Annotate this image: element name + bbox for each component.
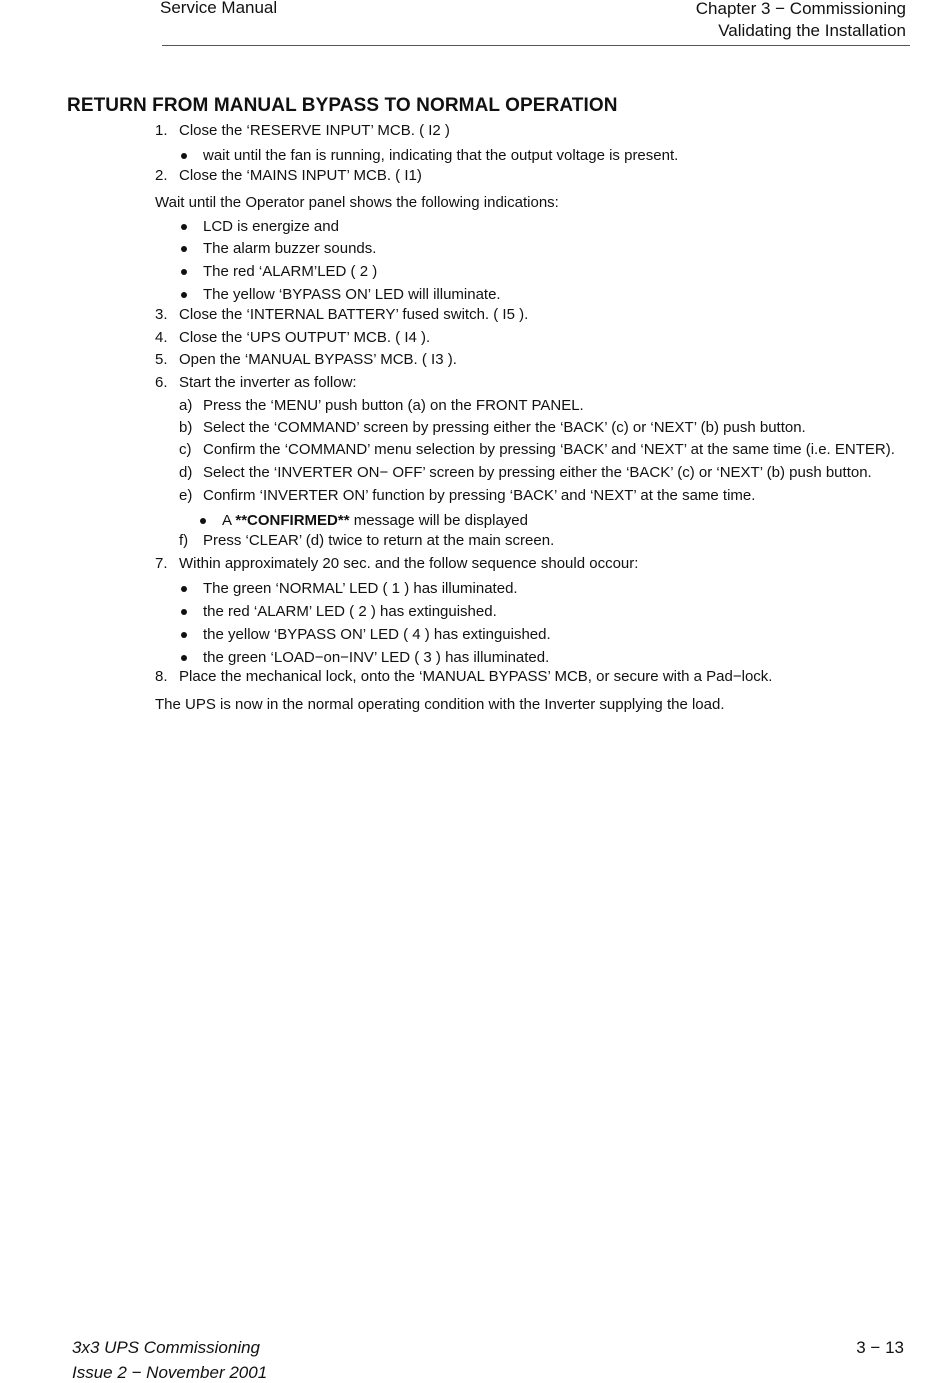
bullet-text: the yellow ‘BYPASS ON’ LED ( 4 ) has extinguished. — [203, 626, 551, 643]
substep-text: Press ‘CLEAR’ (d) twice to return at the main screen. — [203, 532, 555, 549]
step-text: Start the inverter as follow: — [179, 374, 357, 391]
substep-letter: c) — [179, 441, 192, 458]
substep-text: Press the ‘MENU’ push button (a) on the FRONT PANEL. — [203, 397, 584, 414]
bullet-icon — [181, 269, 187, 275]
header-section-title: Validating the Installation — [718, 21, 906, 40]
header-chapter — [696, 0, 906, 42]
bullet-icon — [181, 655, 187, 661]
confirmed-keyword: **CONFIRMED** — [235, 512, 350, 529]
bullet-icon — [181, 246, 187, 252]
bullet-text: The red ‘ALARM’LED ( 2 ) — [203, 263, 378, 280]
step-text: Place the mechanical lock, onto the ‘MANUAL BYPASS’ MCB, or secure with a Pad−lock. — [179, 668, 773, 685]
step-number: 6. — [155, 374, 168, 391]
bullet-text: LCD is energize and — [203, 218, 339, 235]
step-number: 8. — [155, 668, 168, 685]
bullet-icon — [181, 153, 187, 159]
substep-letter: d) — [179, 464, 193, 481]
substep-text: Confirm ‘INVERTER ON’ function by pressing ‘BACK’ and ‘NEXT’ at the same time. — [203, 487, 756, 504]
header-chapter-title: Chapter 3 − Commissioning — [695, 0, 906, 18]
paragraph-text: Wait until the Operator panel shows the following indications: — [155, 194, 559, 211]
step-text: Close the ‘UPS OUTPUT’ MCB. ( I4 ). — [179, 329, 431, 346]
step-text: Close the ‘MAINS INPUT’ MCB. ( I1) — [179, 167, 422, 184]
bullet-icon — [181, 586, 187, 592]
substep-letter: a) — [179, 397, 193, 414]
page-number: 3 − 13 — [856, 1338, 904, 1357]
note-suffix: message will be displayed — [349, 512, 528, 529]
substep-letter: f) — [179, 532, 189, 549]
bullet-icon — [181, 632, 187, 638]
step-number: 5. — [155, 351, 168, 368]
substep-letter: b) — [179, 419, 193, 436]
footer-issue-date: Issue 2 − November 2001 — [72, 1363, 268, 1382]
bullet-text: the green ‘LOAD−on−INV’ LED ( 3 ) has illuminated. — [203, 649, 550, 666]
note-prefix: A — [222, 512, 236, 529]
bullet-text: The alarm buzzer sounds. — [203, 240, 377, 257]
step-number: 7. — [155, 555, 168, 572]
header-manual-title: Service Manual — [160, 0, 278, 17]
step-number: 2. — [155, 167, 168, 184]
substep-text: Select the ‘COMMAND’ screen by pressing either the ‘BACK’ (c) or ‘NEXT’ (b) push button. — [203, 419, 806, 436]
closing-paragraph: The UPS is now in the normal operating condition with the Inverter supplying the load. — [155, 696, 725, 713]
bullet-text: The yellow ‘BYPASS ON’ LED will illuminate. — [203, 286, 501, 303]
substep-letter: e) — [179, 487, 193, 504]
footer-document-title: 3x3 UPS Commissioning — [72, 1338, 261, 1357]
step-text: Close the ‘INTERNAL BATTERY’ fused switch. ( I5 ). — [179, 306, 529, 323]
substep-text: Select the ‘INVERTER ON− OFF’ screen by pressing either the ‘BACK’ (c) or ‘NEXT’ (b) push button. — [203, 464, 872, 481]
step-number: 4. — [155, 329, 168, 346]
header-divider — [162, 45, 910, 46]
bullet-icon — [200, 518, 206, 524]
bullet-icon — [181, 292, 187, 298]
step-number: 3. — [155, 306, 168, 323]
bullet-text: the red ‘ALARM’ LED ( 2 ) has extinguished. — [203, 603, 497, 620]
step-text: Close the ‘RESERVE INPUT’ MCB. ( I2 ) — [179, 122, 450, 139]
step-text: Open the ‘MANUAL BYPASS’ MCB. ( I3 ). — [179, 351, 457, 368]
bullet-icon — [181, 224, 187, 230]
section-title: RETURN FROM MANUAL BYPASS TO NORMAL OPERATION — [67, 95, 618, 116]
bullet-icon — [181, 609, 187, 615]
step-number: 1. — [155, 122, 168, 139]
bullet-text: The green ‘NORMAL’ LED ( 1 ) has illuminated. — [203, 580, 518, 597]
step-text: Within approximately 20 sec. and the follow sequence should occour: — [179, 555, 639, 572]
confirmed-message-note — [222, 512, 528, 530]
substep-text: Confirm the ‘COMMAND’ menu selection by pressing ‘BACK’ and ‘NEXT’ at the same time (i.e. ENTER). — [203, 441, 895, 458]
bullet-text: wait until the fan is running, indicating that the output voltage is present. — [203, 147, 679, 164]
